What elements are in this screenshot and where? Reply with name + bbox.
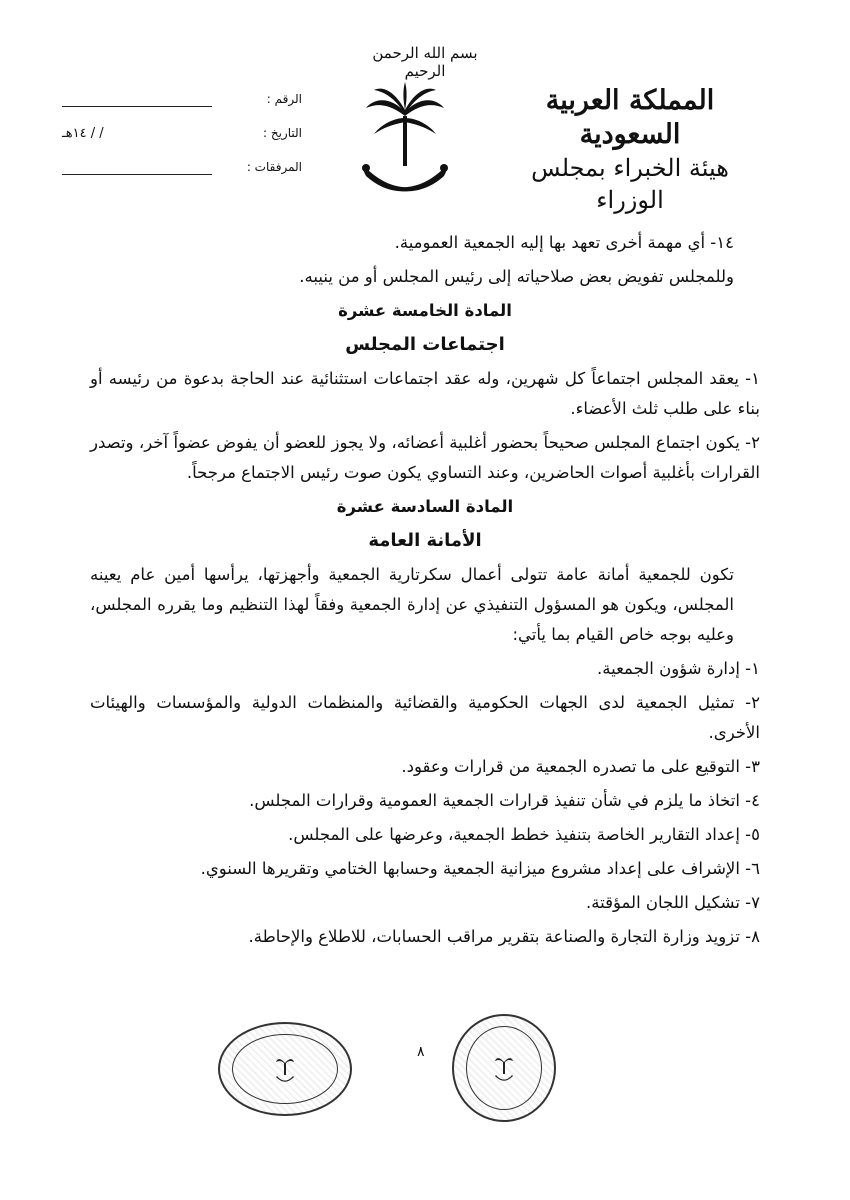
official-seal-left	[218, 1022, 352, 1116]
ref-label: الرقم :	[266, 92, 302, 106]
kingdom-name: المملكة العربية السعودية	[545, 85, 715, 150]
palm-and-crossed-swords-icon	[360, 82, 450, 204]
article-16-subtitle: الأمانة العامة	[368, 530, 482, 551]
date-row	[62, 126, 302, 160]
clause-14: ١٤- أي مهمة أخرى تعهد بها إليه الجمعية العمومية.	[394, 233, 734, 252]
article-16-intro: تكون للجمعية أمانة عامة تتولى أعمال سكرتارية الجمعية وأجهزتها، يرأسها أمين عام يعينه المجلس، ويكون هو المسؤول التنفيذي عن إدارة الجمعية وفقاً لهذا التنظيم وما يقرره المجلس، وعليه بوجه خاص القيام بما يأتي:	[90, 565, 734, 644]
article-16-item-8: ٨- تزويد وزارة التجارة والصناعة بتقرير مراقب الحسابات، للاطلاع والإحاطة.	[248, 927, 760, 946]
attachments-row	[62, 160, 302, 194]
document-body	[90, 228, 760, 956]
date-value: / / ١٤هـ	[62, 126, 104, 141]
seal-emblem-icon	[495, 1054, 513, 1082]
attachments-label: المرفقات :	[246, 160, 302, 174]
article-16-item-2: ٢- تمثيل الجمعية لدى الجهات الحكومية والقضائية والمنظمات الدولية والمؤسسات والهيئات الأخرى.	[90, 693, 760, 742]
article-16-item-5: ٥- إعداد التقارير الخاصة بتنفيذ خطط الجمعية، وعرضها على المجلس.	[288, 825, 760, 844]
official-seal-right	[452, 1014, 556, 1122]
basmala: بسم الله الرحمن الرحيم	[372, 44, 478, 80]
delegation-paragraph: وللمجلس تفويض بعض صلاحياته إلى رئيس المجلس أو من ينيبه.	[299, 267, 734, 286]
article-15-clause-2: ٢- يكون اجتماع المجلس صحيحاً بحضور أغلبية أعضائه، ولا يجوز للعضو أن يفوض عضواً آخر، وتصدر القرارات بأغلبية أصوات الحاضرين، وعند التساوي يكون صوت رئيس الاجتماع مرجحاً.	[90, 433, 760, 482]
article-16-item-1: ١- إدارة شؤون الجمعية.	[597, 659, 760, 678]
article-15-title: المادة الخامسة عشرة	[338, 301, 512, 320]
article-16-item-4: ٤- اتخاذ ما يلزم في شأن تنفيذ قرارات الجمعية العمومية وقرارات المجلس.	[249, 791, 760, 810]
seal-emblem-icon	[276, 1055, 294, 1083]
article-15-clause-1: ١- يعقد المجلس اجتماعاً كل شهرين، وله عقد اجتماعات استثنائية عند الحاجة بدعوة من رئيسه أو بناء على طلب ثلث الأعضاء.	[90, 369, 760, 418]
page-number: ٨	[417, 1044, 425, 1060]
authority-name: هيئة الخبراء بمجلس الوزراء	[531, 154, 729, 214]
letterhead-issuer	[500, 84, 760, 216]
date-label: التاريخ :	[262, 126, 302, 140]
ref-line	[62, 106, 212, 107]
article-16-title: المادة السادسة عشرة	[336, 497, 514, 516]
article-16-item-3: ٣- التوقيع على ما تصدره الجمعية من قرارات وعقود.	[401, 757, 760, 776]
article-16-item-7: ٧- تشكيل اللجان المؤقتة.	[586, 893, 760, 912]
reference-block	[62, 92, 302, 194]
attachments-line	[62, 174, 212, 175]
article-16-item-6: ٦- الإشراف على إعداد مشروع ميزانية الجمعية وحسابها الختامي وتقريرها السنوي.	[200, 859, 760, 878]
ref-row	[62, 92, 302, 126]
article-15-subtitle: اجتماعات المجلس	[345, 334, 505, 355]
